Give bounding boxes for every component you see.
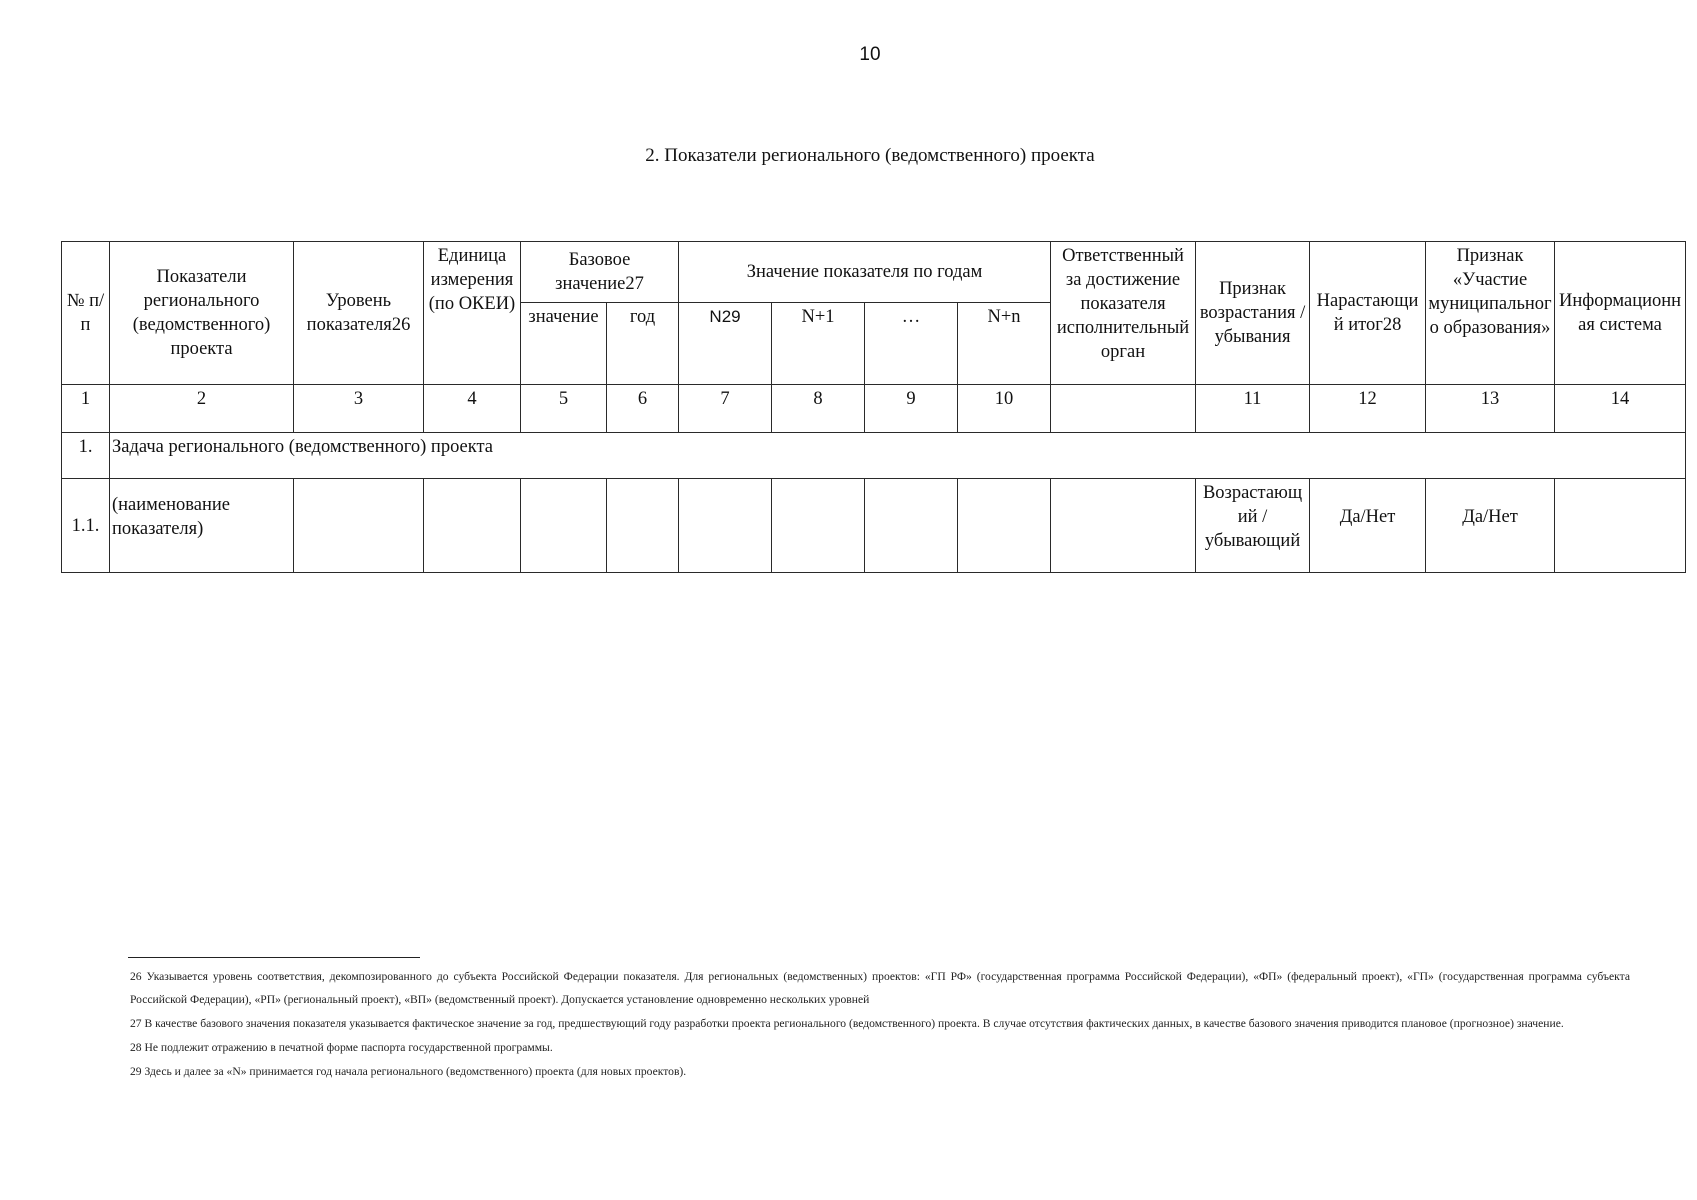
indicator-cumulative: Да/Нет <box>1310 479 1426 573</box>
column-number <box>1051 385 1196 433</box>
column-number: 10 <box>958 385 1051 433</box>
indicator-unit-cell <box>424 479 521 573</box>
footnote-29: 29 Здесь и далее за «N» принимается год начала регионального (ведомственного) проекта (для новых проектов). <box>130 1065 687 1078</box>
indicator-year-dots-cell <box>865 479 958 573</box>
column-number: 12 <box>1310 385 1426 433</box>
footnotes <box>130 965 1630 1084</box>
column-number: 5 <box>521 385 607 433</box>
header-base-value: значение <box>521 303 607 385</box>
column-number: 2 <box>110 385 294 433</box>
indicator-year-nn-cell <box>958 479 1051 573</box>
header-year-dots: … <box>865 303 958 385</box>
indicator-responsible-cell <box>1051 479 1196 573</box>
indicator-municipal: Да/Нет <box>1426 479 1555 573</box>
page-number: 10 <box>859 44 881 65</box>
header-responsible: Ответственный за достижение показателя исполнительный орган <box>1051 242 1196 385</box>
column-number: 11 <box>1196 385 1310 433</box>
column-number: 6 <box>607 385 679 433</box>
column-number: 8 <box>772 385 865 433</box>
indicator-base-year-cell <box>607 479 679 573</box>
column-number: 1 <box>62 385 110 433</box>
column-number: 4 <box>424 385 521 433</box>
column-number: 7 <box>679 385 772 433</box>
header-indicators: Показатели регионального (ведомственного) проекта <box>110 242 294 385</box>
task-row <box>62 433 1686 479</box>
column-numbers-row <box>62 385 1686 433</box>
header-municipal: Признак «Участие муниципального образования» <box>1426 242 1555 385</box>
header-values-by-year: Значение показателя по годам <box>679 242 1051 303</box>
footnote-28: 28 Не подлежит отражению в печатной форме паспорта государственной программы. <box>130 1041 553 1054</box>
footnote-separator <box>128 957 420 958</box>
header-sign: Признак возрастания /убывания <box>1196 242 1310 385</box>
header-year-n: N29 <box>679 303 772 385</box>
header-level-text: Уровень показателя26 <box>306 291 411 335</box>
task-number: 1. <box>62 433 110 479</box>
indicator-base-value-cell <box>521 479 607 573</box>
header-base: Базовое значение27 <box>521 242 679 303</box>
column-number: 13 <box>1426 385 1555 433</box>
column-number: 3 <box>294 385 424 433</box>
indicators-table <box>61 241 1686 573</box>
header-unit: Единица измерения (по ОКЕИ) <box>424 242 521 385</box>
header-info-system: Информационная система <box>1555 242 1686 385</box>
header-cumulative: Нарастающий итог28 <box>1310 242 1426 385</box>
header-year-n-plus-1: N+1 <box>772 303 865 385</box>
indicator-sign: Возрастающий / убывающий <box>1196 479 1310 573</box>
indicator-row <box>62 479 1686 573</box>
header-year-n-plus-n: N+n <box>958 303 1051 385</box>
section-title: 2. Показатели регионального (ведомственного) проекта <box>645 145 1095 166</box>
column-number: 14 <box>1555 385 1686 433</box>
task-label: Задача регионального (ведомственного) проекта <box>110 433 1686 479</box>
header-level <box>294 242 424 385</box>
indicator-level-cell <box>294 479 424 573</box>
column-number: 9 <box>865 385 958 433</box>
header-base-year: год <box>607 303 679 385</box>
footnote-26: 26 Указывается уровень соответствия, декомпозированного до субъекта Российской Федерации показателя. Для региональных (ведомственных) проектов: «ГП РФ» (государственная программа Российской Федерации), «ФП» (федеральный проект), «ГП» (государственная программа субъекта Российской Федерации), «РП» (региональный проект), «ВП» (ведомственный проект). Допускается установление одновременно нескольких уровней <box>130 970 1630 1006</box>
indicator-year-n1-cell <box>772 479 865 573</box>
indicator-info-system-cell <box>1555 479 1686 573</box>
header-number: № п/п <box>62 242 110 385</box>
indicator-year-n-cell <box>679 479 772 573</box>
indicator-number: 1.1. <box>62 479 110 573</box>
indicator-name: (наименование показателя) <box>110 479 294 573</box>
footnote-27: 27 В качестве базового значения показателя указывается фактическое значение за год, предшествующий году разработки проекта регионального (ведомственного) проекта. В случае отсутствия фактических данных, в качестве базового значения приводится плановое (прогнозное) значение. <box>130 1017 1564 1030</box>
